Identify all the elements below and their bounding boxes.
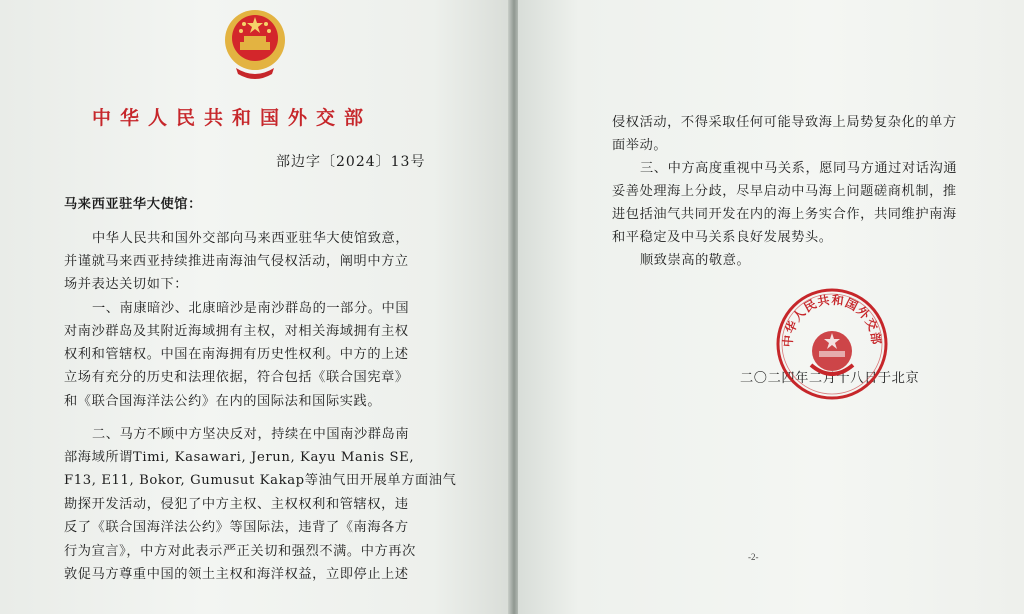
body-line: 二、马方不顾中方坚决反对，持续在中国南沙群岛南 xyxy=(92,427,410,442)
body-line: 进包括油气共同开发在内的海上务实合作，共同维护南海 xyxy=(612,207,957,222)
recipient-line: 马来西亚驻华大使馆： xyxy=(64,197,202,212)
closing-line: 顺致崇高的敬意。 xyxy=(640,253,751,268)
official-seal-icon xyxy=(775,287,889,401)
body-line: 和《联合国海洋法公约》在内的国际法和国际实践。 xyxy=(64,394,382,409)
body-line: 反了《联合国海洋法公约》等国际法，违背了《南海各方 xyxy=(64,520,409,535)
page-number: -2- xyxy=(748,552,759,562)
body-line: 立场有充分的历史和法理依据，符合包括《联合国宪章》 xyxy=(64,370,409,385)
ministry-title: 中华人民共和国外交部 xyxy=(92,107,373,129)
body-line: 面举动。 xyxy=(612,138,668,153)
body-line: 中华人民共和国外交部向马来西亚驻华大使馆致意， xyxy=(92,231,410,246)
body-line: 和平稳定及中马关系良好发展势头。 xyxy=(612,230,833,245)
body-line: F13, E11, Bokor, Gumusut Kakap等油气田开展单方面油气 xyxy=(64,473,457,488)
date-line: 二〇二四年二月十八日于北京 xyxy=(740,371,920,386)
body-line: 妥善处理海上分歧，尽早启动中马海上问题磋商机制，推 xyxy=(612,184,957,199)
seal-text: 中华人民共和国外交部 xyxy=(780,292,884,348)
body-line: 场并表达关切如下： xyxy=(64,277,189,292)
body-line: 部海域所谓Timi, Kasawari, Jerun, Kayu Manis SE, xyxy=(64,450,415,465)
right-page xyxy=(518,0,1024,614)
body-line: 行为宣言》，中方对此表示严正关切和强烈不满。中方再次 xyxy=(64,544,416,559)
national-emblem-icon xyxy=(222,8,288,80)
body-line: 侵权活动，不得采取任何可能导致海上局势复杂化的单方 xyxy=(612,115,957,130)
body-line: 一、南康暗沙、北康暗沙是南沙群岛的一部分。中国 xyxy=(92,301,410,316)
left-page xyxy=(0,0,510,614)
body-line: 权利和管辖权。中国在南海拥有历史性权利。中方的上述 xyxy=(64,347,409,362)
document-number: 部边字〔2024〕13号 xyxy=(276,154,426,170)
body-line: 对南沙群岛及其附近海域拥有主权，对相关海域拥有主权 xyxy=(64,324,409,339)
body-line: 勘探开发活动，侵犯了中方主权、主权权利和管辖权，违 xyxy=(64,497,409,512)
body-line: 并谨就马来西亚持续推进南海油气侵权活动，阐明中方立 xyxy=(64,254,409,269)
body-line: 敦促马方尊重中国的领土主权和海洋权益，立即停止上述 xyxy=(64,567,409,582)
body-line: 三、中方高度重视中马关系，愿同马方通过对话沟通 xyxy=(640,161,958,176)
